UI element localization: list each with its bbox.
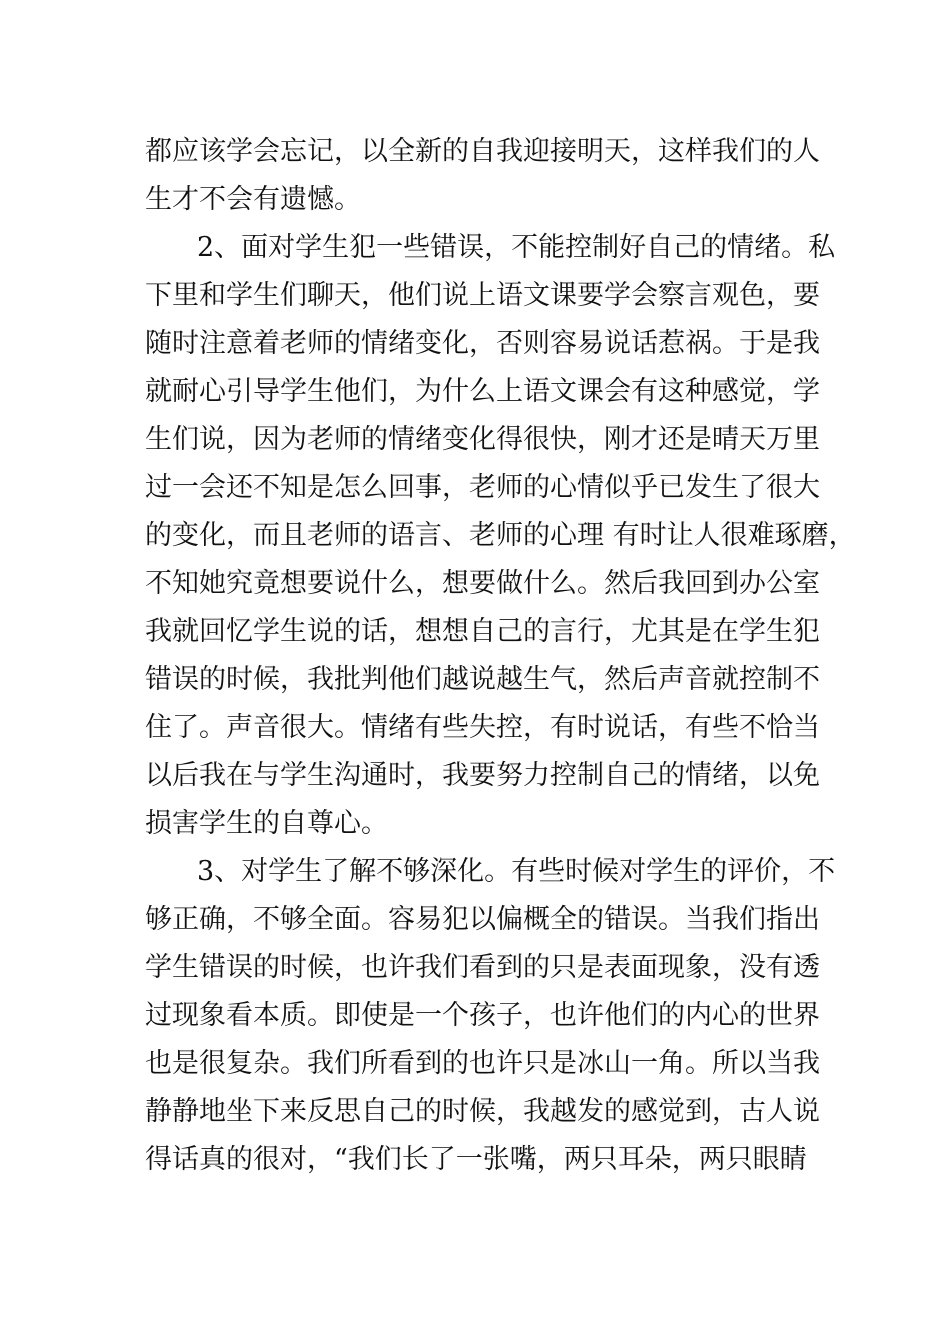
text-line: 学生错误的时候，也许我们看到的只是表面现象，没有透 <box>145 952 820 983</box>
text-line: 随时注意着老师的情绪变化，否则容易说话惹祸。于是我 <box>145 328 820 359</box>
text-line: 损害学生的自尊心。 <box>145 808 388 839</box>
text-line: 过现象看本质。即使是一个孩子，也许他们的内心的世界 <box>145 1000 820 1031</box>
text-line: 都应该学会忘记，以全新的自我迎接明天，这样我们的人 <box>145 136 820 167</box>
text-line: 生们说，因为老师的情绪变化得很快，刚才还是晴天万里 <box>145 424 820 455</box>
text-line: 够正确，不够全面。容易犯以偏概全的错误。当我们指出 <box>145 904 820 935</box>
text-line: 也是很复杂。我们所看到的也许只是冰山一角。所以当我 <box>145 1048 820 1079</box>
text-line: 不知她究竟想要说什么，想要做什么。然后我回到办公室 <box>145 568 820 599</box>
text-line: 得话真的很对，“我们长了一张嘴，两只耳朵，两只眼睛 <box>145 1144 807 1175</box>
paragraph-start-line: 2、面对学生犯一些错误，不能控制好自己的情绪。私 <box>197 232 836 263</box>
text-line: 住了。声音很大。情绪有些失控，有时说话，有些不恰当 <box>145 712 820 743</box>
text-line: 过一会还不知是怎么回事，老师的心情似乎已发生了很大 <box>145 472 820 503</box>
text-line: 生才不会有遗憾。 <box>145 184 361 215</box>
text-line: 我就回忆学生说的话，想想自己的言行，尤其是在学生犯 <box>145 616 820 647</box>
text-line: 静静地坐下来反思自己的时候，我越发的感觉到，古人说 <box>145 1096 820 1127</box>
text-line: 错误的时候，我批判他们越说越生气，然后声音就控制不 <box>145 664 820 695</box>
text-line: 下里和学生们聊天，他们说上语文课要学会察言观色，要 <box>145 280 820 311</box>
text-line: 就耐心引导学生他们，为什么上语文课会有这种感觉，学 <box>145 376 820 407</box>
text-line: 以后我在与学生沟通时，我要努力控制自己的情绪，以免 <box>145 760 820 791</box>
paragraph-start-line: 3、对学生了解不够深化。有些时候对学生的评价，不 <box>197 856 836 887</box>
text-line: 的变化，而且老师的语言、老师的心理 有时让人很难琢磨， <box>145 520 856 551</box>
